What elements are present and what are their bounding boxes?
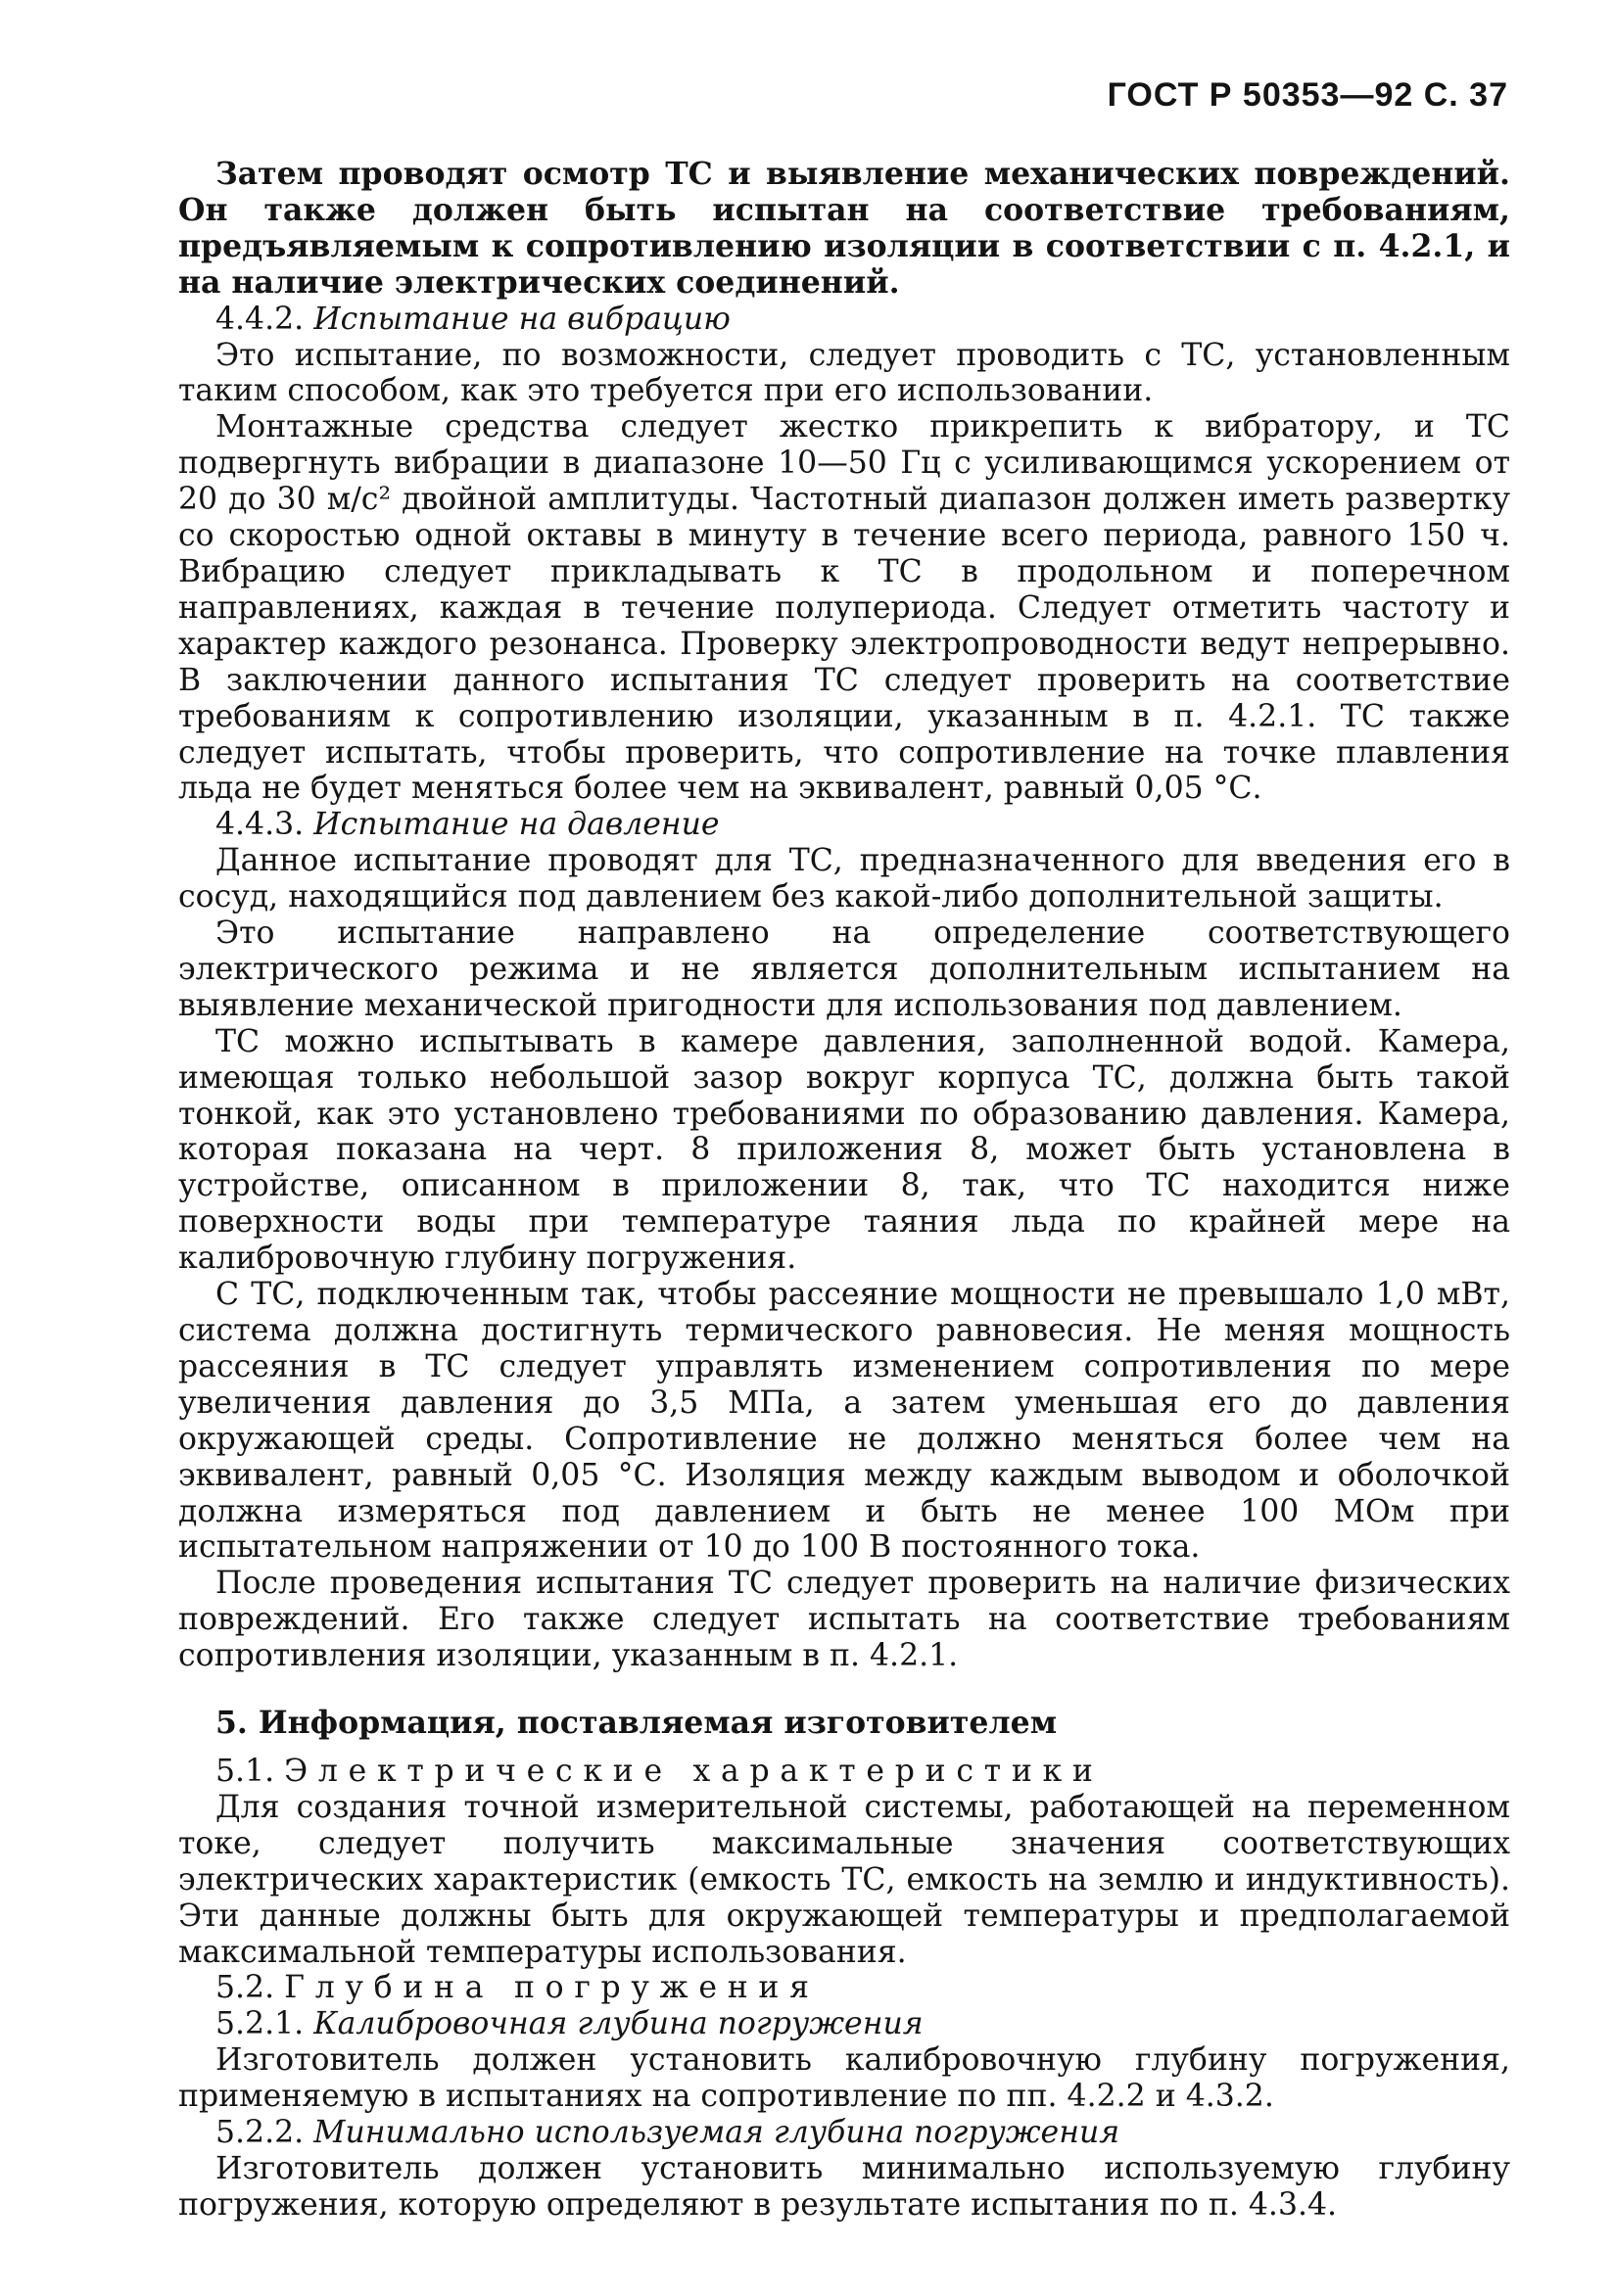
section-heading-4-4-3 <box>178 807 1510 843</box>
document-body <box>178 157 1510 2224</box>
paragraph: Это испытание направлено на определение соответствующего электрического режима и не является дополнительным испытанием на выявление механической пригодности для использования под давлением. <box>178 915 1510 1023</box>
section-heading-5-1 <box>178 1754 1510 1790</box>
section-number: 4.4.3. <box>215 807 305 843</box>
paragraph: Изготовитель должен установить минимально используемую глубину погружения, которую определяют в результате испытания по п. 4.3.4. <box>178 2150 1510 2223</box>
paragraph: После проведения испытания ТС следует проверить на наличие физических повреждений. Его также следует испытать на соответствие требованиям сопротивления изоляции, указанным в п. 4.2.1. <box>178 1566 1510 1674</box>
section-number: 4.4.2. <box>215 301 305 337</box>
section-title: Электрические характеристики <box>284 1753 1104 1789</box>
paragraph: Изготовитель должен установить калибровочную глубину погружения, применяемую в испытаниях на сопротивление по пп. 4.2.2 и 4.3.2. <box>178 2042 1510 2115</box>
section-title: Информация, поставляемая изготовителем <box>258 1705 1058 1742</box>
paragraph: Для создания точной измерительной системы, работающей на переменном токе, следует получить максимальные значения соответствующих электрических характеристик (емкость ТС, емкость на землю и индуктивность). Эти данные должны быть для окружающей температуры и предполагаемой максимальной температуры использования. <box>178 1789 1510 1970</box>
paragraph: Монтажные средства следует жестко прикрепить к вибратору, и ТС подвергнуть вибрации в диапазоне 10—50 Гц с усиливающимся ускорением от 20 до 30 м/с² двойной амплитуды. Частотный диапазон должен иметь развертку со скоростью одной октавы в минуту в течение всего периода, равного 150 ч. Вибрацию следует прикладывать к ТС в продольном и поперечном направлениях, каждая в течение полупериода. Следует отметить частоту и характер каждого резонанса. Проверку электропроводности ведут непрерывно. В заключении данного испытания ТС следует проверить на соответствие требованиям к сопротивлению изоляции, указанным в п. 4.2.1. ТС также следует испытать, чтобы проверить, что сопротивление на точке плавления льда не будет меняться более чем на эквивалент, равный 0,05 °С. <box>178 409 1510 807</box>
section-title: Минимально используемая глубина погружения <box>313 2115 1120 2151</box>
section-heading-4-4-2 <box>178 302 1510 338</box>
section-title: Испытание на давление <box>313 807 720 843</box>
section-number: 5.2. <box>215 1970 275 2006</box>
section-number: 5.2.1. <box>215 2006 305 2042</box>
paragraph: Это испытание, по возможности, следует проводить с ТС, установленным таким способом, как это требуется при его использовании. <box>178 337 1510 409</box>
section-heading-5 <box>178 1706 1510 1742</box>
section-title: Глубина погружения <box>284 1970 820 2006</box>
paragraph-intro: Затем проводят осмотр ТС и выявление механических повреждений. Он также должен быть испытан на соответствие требованиям, предъявляемым к сопротивлению изоляции в соответствии с п. 4.2.1, и на наличие электрических соединений. <box>178 156 1510 301</box>
page-header: ГОСТ Р 50353—92 С. 37 <box>1107 76 1508 114</box>
section-number: 5. <box>215 1705 248 1742</box>
paragraph: ТС можно испытывать в камере давления, заполненной водой. Камера, имеющая только небольшой зазор вокруг корпуса ТС, должна быть такой тонкой, как это установлено требованиями по образованию давления. Камера, которая показана на черт. 8 приложения 8, может быть установлена в устройстве, описанном в приложении 8, так, что ТС находится ниже поверхности воды при температуре таяния льда по крайней мере на калибровочную глубину погружения. <box>178 1023 1510 1277</box>
section-number: 5.2.2. <box>215 2115 305 2151</box>
paragraph: Данное испытание проводят для ТС, предназначенного для введения его в сосуд, находящийся под давлением без какой-либо дополнительной защиты. <box>178 843 1510 915</box>
section-heading-5-2-1 <box>178 2006 1510 2042</box>
section-title: Калибровочная глубина погружения <box>313 2006 924 2042</box>
section-heading-5-2-2 <box>178 2115 1510 2151</box>
paragraph: С ТС, подключенным так, чтобы рассеяние мощности не превышало 1,0 мВт, система должна достигнуть термического равновесия. Не меняя мощность рассеяния в ТС следует управлять изменением сопротивления по мере увеличения давления до 3,5 МПа, а затем уменьшая его до давления окружающей среды. Сопротивление не должно меняться более чем на эквивалент, равный 0,05 °С. Изоляция между каждым выводом и оболочкой должна измеряться под давлением и быть не менее 100 МОм при испытательном напряжении от 10 до 100 В постоянного тока. <box>178 1277 1510 1566</box>
section-heading-5-2 <box>178 1970 1510 2006</box>
section-number: 5.1. <box>215 1753 275 1789</box>
section-title: Испытание на вибрацию <box>313 301 731 337</box>
